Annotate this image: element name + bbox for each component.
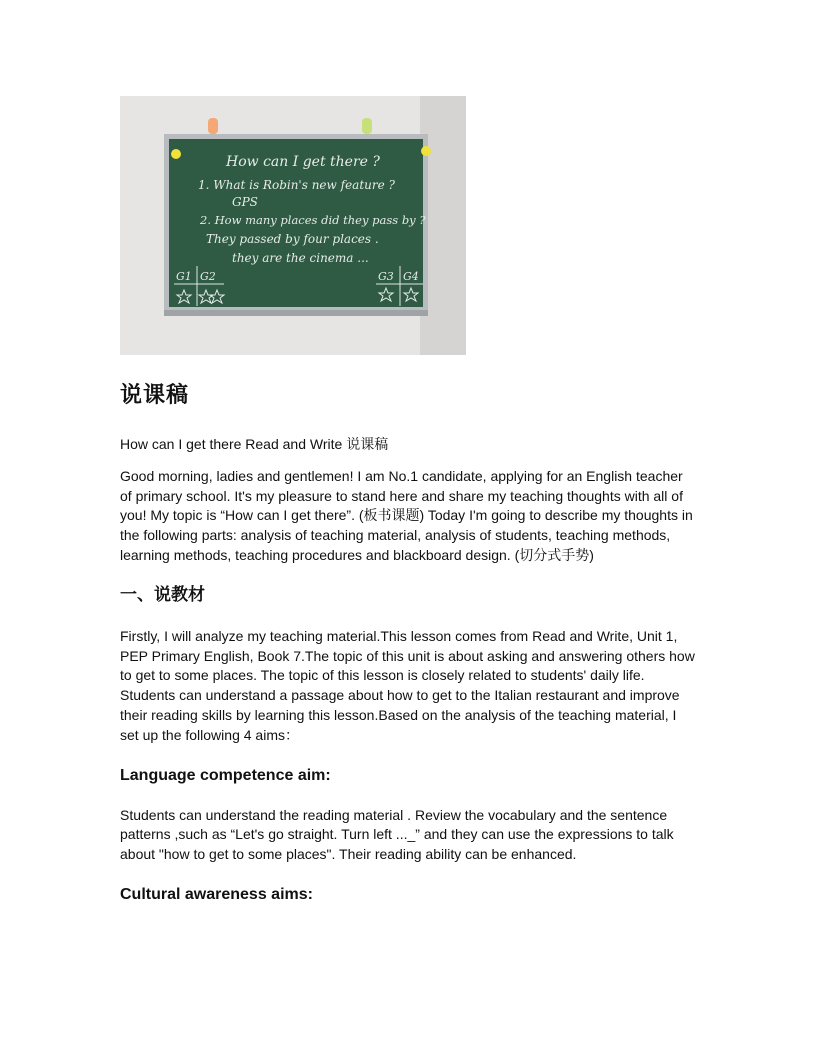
blackboard-illustration: [120, 96, 466, 355]
yellow-magnet-icon: [171, 149, 181, 159]
board-line: How can I get there ?: [226, 154, 380, 170]
group-label: G1: [176, 270, 192, 283]
orange-clip-icon: [208, 118, 218, 134]
cultural-aim-heading: Cultural awareness aims:: [120, 885, 313, 903]
yellow-magnet-icon: [421, 146, 431, 156]
group-label: G2: [200, 270, 216, 283]
section-heading-teaching-material: 一、说教材: [120, 584, 205, 605]
language-aim-heading: Language competence aim:: [120, 766, 331, 784]
teaching-material-paragraph: Firstly, I will analyze my teaching material.This lesson comes from Read and Write, Unit 1, PEP Primary English, Book 7.The topic of this unit is about asking and answering others how to get to some places. The topic of this lesson is closely related to students' daily life. Students can understand a passage about how to get to the Italian restaurant and improve their reading skills by learning this lesson.Based on the analysis of the teaching material, I set up the following 4 aims：: [120, 627, 695, 743]
board-line: 2. How many places did they pass by ?: [200, 213, 426, 227]
intro-paragraph: Good morning, ladies and gentlemen! I am No.1 candidate, applying for an English teacher of primary school. It's my pleasure to stand here and share my teaching thoughts with all of you! My topic is “How can I get there”. (板书课题) Today I'm going to describe my thoughts in the following parts: analysis of teaching material, analysis of students, teaching methods, learning methods, teaching procedures and blackboard design. (切分式手势): [120, 467, 693, 563]
board-line: 1. What is Robin's new feature ?: [198, 178, 395, 192]
document-title: 说课稿: [120, 383, 190, 408]
document-page: [120, 96, 696, 906]
lesson-subtitle: How can I get there Read and Write 说课稿: [120, 436, 389, 452]
language-aim-paragraph: Students can understand the reading material . Review the vocabulary and the sentence patterns ,such as “Let's go straight. Turn left ..._” and they can use the expressions to talk about "how to get to some places". Their reading ability can be enhanced.: [120, 806, 674, 863]
blackboard-photo: [120, 96, 466, 355]
board-line: they are the cinema ...: [232, 251, 369, 265]
group-label: G4: [403, 270, 419, 283]
green-clip-icon: [362, 118, 372, 134]
board-line: They passed by four places .: [206, 232, 379, 246]
group-label: G3: [378, 270, 394, 283]
board-line: GPS: [232, 195, 258, 209]
